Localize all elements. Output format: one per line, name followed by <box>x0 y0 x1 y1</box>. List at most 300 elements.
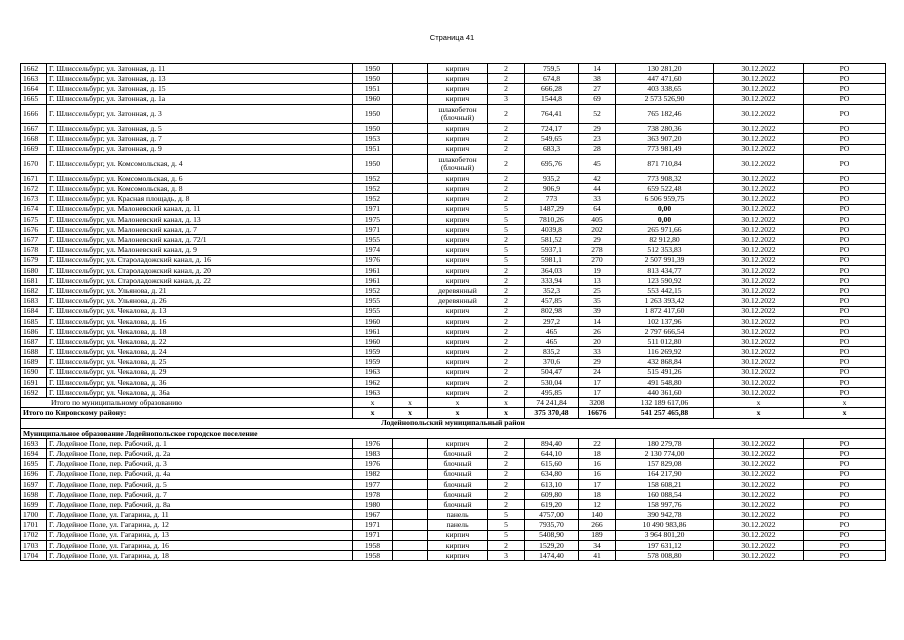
method-cell: РО <box>804 551 886 561</box>
wall-material-cell: кирпич <box>428 438 488 448</box>
year-built-cell: 1950 <box>353 154 393 173</box>
cost-cell: 773 908,32 <box>616 174 714 184</box>
total-cell: х <box>428 398 488 408</box>
cost-cell: 157 829,08 <box>616 459 714 469</box>
residents-cell: 16 <box>579 459 616 469</box>
area-cell: 906,9 <box>525 184 579 194</box>
year-reconstructed-cell <box>393 204 428 214</box>
row-number-cell: 1670 <box>21 154 47 173</box>
deadline-cell: 30.12.2022 <box>714 245 804 255</box>
cost-cell: 180 279,78 <box>616 438 714 448</box>
area-cell: 4039,8 <box>525 225 579 235</box>
floors-cell: 2 <box>488 286 525 296</box>
address-cell: Г. Шлиссельбург, ул. Староладожский канал, д. 16 <box>47 255 353 265</box>
residents-cell: 33 <box>579 194 616 204</box>
method-cell: РО <box>804 367 886 377</box>
year-built-cell: 1951 <box>353 144 393 154</box>
total-cell: х <box>488 398 525 408</box>
cost-cell: 158 608,21 <box>616 479 714 489</box>
year-built-cell: 1971 <box>353 530 393 540</box>
floors-cell: 2 <box>488 84 525 94</box>
year-reconstructed-cell <box>393 84 428 94</box>
wall-material-cell: деревянный <box>428 286 488 296</box>
row-number-cell: 1671 <box>21 174 47 184</box>
residents-cell: 29 <box>579 357 616 367</box>
total-cell: х <box>393 398 428 408</box>
year-built-cell: 1974 <box>353 245 393 255</box>
total-cell: х <box>428 408 488 418</box>
table-row <box>21 94 886 104</box>
district-total-label: Итого по Кировскому району: <box>21 408 353 418</box>
method-cell: РО <box>804 184 886 194</box>
year-built-cell: 1960 <box>353 337 393 347</box>
cost-cell: 363 907,20 <box>616 134 714 144</box>
wall-material-cell: кирпич <box>428 367 488 377</box>
floors-cell: 2 <box>488 326 525 336</box>
residents-cell: 17 <box>579 479 616 489</box>
year-reconstructed-cell <box>393 479 428 489</box>
row-number-cell: 1674 <box>21 204 47 214</box>
table-row <box>21 459 886 469</box>
area-cell: 581,52 <box>525 235 579 245</box>
deadline-cell: 30.12.2022 <box>714 124 804 134</box>
residents-cell: 16 <box>579 469 616 479</box>
row-number-cell: 1695 <box>21 459 47 469</box>
floors-cell: 5 <box>488 204 525 214</box>
table-row <box>21 255 886 265</box>
wall-material-cell: панель <box>428 520 488 530</box>
floors-cell: 5 <box>488 255 525 265</box>
year-reconstructed-cell <box>393 530 428 540</box>
address-cell: Г. Лодейное Поле, пер. Рабочий, д. 1 <box>47 438 353 448</box>
year-reconstructed-cell <box>393 265 428 275</box>
area-cell: 759,5 <box>525 64 579 74</box>
row-number-cell: 1667 <box>21 124 47 134</box>
address-cell: Г. Шлиссельбург, ул. Малоневский канал, д. 7 <box>47 225 353 235</box>
row-number-cell: 1672 <box>21 184 47 194</box>
deadline-cell: 30.12.2022 <box>714 184 804 194</box>
year-reconstructed-cell <box>393 64 428 74</box>
residents-cell: 64 <box>579 204 616 214</box>
year-reconstructed-cell <box>393 520 428 530</box>
address-cell: Г. Шлиссельбург, ул. Чекалова, д. 24 <box>47 347 353 357</box>
address-cell: Г. Шлиссельбург, ул. Комсомольская, д. 4 <box>47 154 353 173</box>
address-cell: Г. Шлиссельбург, ул. Чекалова, д. 13 <box>47 306 353 316</box>
address-cell: Г. Шлиссельбург, ул. Ульянова, д. 21 <box>47 286 353 296</box>
year-reconstructed-cell <box>393 275 428 285</box>
residents-cell: 39 <box>579 306 616 316</box>
year-reconstructed-cell <box>393 154 428 173</box>
cost-cell: 3 964 801,20 <box>616 530 714 540</box>
table-row <box>21 530 886 540</box>
deadline-cell: 30.12.2022 <box>714 489 804 499</box>
deadline-cell: 30.12.2022 <box>714 337 804 347</box>
area-cell: 5937,1 <box>525 245 579 255</box>
cost-cell: 447 471,60 <box>616 74 714 84</box>
year-built-cell: 1961 <box>353 265 393 275</box>
table-row <box>21 265 886 275</box>
floors-cell: 2 <box>488 134 525 144</box>
deadline-cell: 30.12.2022 <box>714 94 804 104</box>
method-cell: РО <box>804 255 886 265</box>
residents-cell: 29 <box>579 124 616 134</box>
area-cell: 802,98 <box>525 306 579 316</box>
address-cell: Г. Шлиссельбург, ул. Малоневский канал, д. 13 <box>47 214 353 224</box>
cost-cell: 6 506 959,75 <box>616 194 714 204</box>
year-built-cell: 1962 <box>353 377 393 387</box>
address-cell: Г. Шлиссельбург, ул. Староладожский канал, д. 22 <box>47 275 353 285</box>
wall-material-cell: кирпич <box>428 255 488 265</box>
address-cell: Г. Шлиссельбург, ул. Затонная, д. 7 <box>47 134 353 144</box>
floors-cell: 2 <box>488 124 525 134</box>
year-built-cell: 1975 <box>353 214 393 224</box>
year-built-cell: 1951 <box>353 84 393 94</box>
method-cell: РО <box>804 479 886 489</box>
address-cell: Г. Шлиссельбург, ул. Ульянова, д. 26 <box>47 296 353 306</box>
year-reconstructed-cell <box>393 104 428 123</box>
deadline-cell: 30.12.2022 <box>714 449 804 459</box>
address-cell: Г. Шлиссельбург, ул. Затонная, д. 5 <box>47 124 353 134</box>
deadline-cell: 30.12.2022 <box>714 204 804 214</box>
table-row <box>21 296 886 306</box>
deadline-cell: 30.12.2022 <box>714 286 804 296</box>
floors-cell: 2 <box>488 296 525 306</box>
address-cell: Г. Шлиссельбург, ул. Чекалова, д. 36а <box>47 388 353 398</box>
residents-cell: 23 <box>579 134 616 144</box>
area-cell: 5408,90 <box>525 530 579 540</box>
deadline-cell: 30.12.2022 <box>714 326 804 336</box>
area-cell: 495,85 <box>525 388 579 398</box>
floors-cell: 2 <box>488 500 525 510</box>
municipal-total-label: Итого по муниципальному образованию <box>21 398 353 408</box>
method-cell: РО <box>804 124 886 134</box>
area-cell: 7810,26 <box>525 214 579 224</box>
table-row <box>21 306 886 316</box>
wall-material-cell: кирпич <box>428 357 488 367</box>
deadline-cell: 30.12.2022 <box>714 194 804 204</box>
address-cell: Г. Лодейное Поле, ул. Гагарина, д. 16 <box>47 540 353 550</box>
deadline-cell: 30.12.2022 <box>714 275 804 285</box>
area-cell: 1474,40 <box>525 551 579 561</box>
method-cell: РО <box>804 306 886 316</box>
year-reconstructed-cell <box>393 377 428 387</box>
table-row <box>21 194 886 204</box>
floors-cell: 2 <box>488 144 525 154</box>
row-number-cell: 1665 <box>21 94 47 104</box>
year-reconstructed-cell <box>393 388 428 398</box>
row-number-cell: 1666 <box>21 104 47 123</box>
method-cell: РО <box>804 84 886 94</box>
row-number-cell: 1697 <box>21 479 47 489</box>
area-cell: 615,60 <box>525 459 579 469</box>
address-cell: Г. Шлиссельбург, ул. Затонная, д. 15 <box>47 84 353 94</box>
table-row <box>21 479 886 489</box>
year-reconstructed-cell <box>393 540 428 550</box>
row-number-cell: 1703 <box>21 540 47 550</box>
total-cell: 3208 <box>579 398 616 408</box>
address-cell: Г. Шлиссельбург, ул. Чекалова, д. 16 <box>47 316 353 326</box>
table-body-lodeynopolsky <box>21 438 886 560</box>
address-cell: Г. Шлиссельбург, ул. Комсомольская, д. 6 <box>47 174 353 184</box>
wall-material-cell: блочный <box>428 449 488 459</box>
year-reconstructed-cell <box>393 337 428 347</box>
cost-cell: 2 797 666,54 <box>616 326 714 336</box>
year-built-cell: 1978 <box>353 489 393 499</box>
method-cell: РО <box>804 337 886 347</box>
wall-material-cell: кирпич <box>428 204 488 214</box>
district-total-row <box>21 408 886 418</box>
floors-cell: 2 <box>488 306 525 316</box>
year-built-cell: 1958 <box>353 540 393 550</box>
table-row <box>21 469 886 479</box>
address-cell: Г. Шлиссельбург, ул. Староладожский канал, д. 20 <box>47 265 353 275</box>
table-row <box>21 134 886 144</box>
method-cell: РО <box>804 225 886 235</box>
year-built-cell: 1952 <box>353 286 393 296</box>
table-row <box>21 316 886 326</box>
year-reconstructed-cell <box>393 124 428 134</box>
total-cell: х <box>353 398 393 408</box>
method-cell: РО <box>804 134 886 144</box>
cost-cell: 390 942,78 <box>616 510 714 520</box>
area-cell: 7935,70 <box>525 520 579 530</box>
year-reconstructed-cell <box>393 144 428 154</box>
deadline-cell: 30.12.2022 <box>714 84 804 94</box>
row-number-cell: 1678 <box>21 245 47 255</box>
address-cell: Г. Шлиссельбург, ул. Малоневский канал, д. 9 <box>47 245 353 255</box>
residents-cell: 29 <box>579 235 616 245</box>
residents-cell: 140 <box>579 510 616 520</box>
cost-cell: 659 522,48 <box>616 184 714 194</box>
wall-material-cell: кирпич <box>428 134 488 144</box>
row-number-cell: 1688 <box>21 347 47 357</box>
deadline-cell: 30.12.2022 <box>714 174 804 184</box>
total-cell: х <box>714 398 804 408</box>
address-cell: Г. Шлиссельбург, ул. Чекалова, д. 22 <box>47 337 353 347</box>
residents-cell: 19 <box>579 265 616 275</box>
year-built-cell: 1983 <box>353 449 393 459</box>
floors-cell: 2 <box>488 347 525 357</box>
total-cell: х <box>804 408 886 418</box>
area-cell: 619,20 <box>525 500 579 510</box>
floors-cell: 2 <box>488 479 525 489</box>
wall-material-cell: блочный <box>428 489 488 499</box>
method-cell: РО <box>804 174 886 184</box>
residents-cell: 44 <box>579 184 616 194</box>
address-cell: Г. Лодейное Поле, пер. Рабочий, д. 2а <box>47 449 353 459</box>
area-cell: 364,03 <box>525 265 579 275</box>
method-cell: РО <box>804 144 886 154</box>
residents-cell: 18 <box>579 489 616 499</box>
year-built-cell: 1955 <box>353 235 393 245</box>
table-row <box>21 184 886 194</box>
area-cell: 5981,1 <box>525 255 579 265</box>
floors-cell: 5 <box>488 520 525 530</box>
method-cell: РО <box>804 347 886 357</box>
method-cell: РО <box>804 154 886 173</box>
row-number-cell: 1676 <box>21 225 47 235</box>
cost-cell: 403 338,65 <box>616 84 714 94</box>
wall-material-cell: кирпич <box>428 64 488 74</box>
wall-material-cell: кирпич <box>428 326 488 336</box>
residents-cell: 69 <box>579 94 616 104</box>
cost-cell: 123 590,92 <box>616 275 714 285</box>
total-cell: 132 189 617,06 <box>616 398 714 408</box>
residents-cell: 12 <box>579 500 616 510</box>
address-cell: Г. Шлиссельбург, ул. Малоневский канал, д. 72/1 <box>47 235 353 245</box>
year-reconstructed-cell <box>393 500 428 510</box>
residents-cell: 14 <box>579 316 616 326</box>
row-number-cell: 1693 <box>21 438 47 448</box>
year-reconstructed-cell <box>393 245 428 255</box>
table-row <box>21 377 886 387</box>
year-reconstructed-cell <box>393 357 428 367</box>
method-cell: РО <box>804 510 886 520</box>
year-built-cell: 1960 <box>353 316 393 326</box>
row-number-cell: 1691 <box>21 377 47 387</box>
cost-cell: 491 548,80 <box>616 377 714 387</box>
area-cell: 644,10 <box>525 449 579 459</box>
year-reconstructed-cell <box>393 235 428 245</box>
deadline-cell: 30.12.2022 <box>714 479 804 489</box>
row-number-cell: 1669 <box>21 144 47 154</box>
year-built-cell: 1958 <box>353 551 393 561</box>
year-built-cell: 1976 <box>353 459 393 469</box>
row-number-cell: 1664 <box>21 84 47 94</box>
wall-material-cell: кирпич <box>428 194 488 204</box>
area-cell: 465 <box>525 326 579 336</box>
method-cell: РО <box>804 377 886 387</box>
total-cell: х <box>714 408 804 418</box>
municipal-total-row <box>21 398 886 408</box>
area-cell: 352,3 <box>525 286 579 296</box>
cost-cell: 871 710,84 <box>616 154 714 173</box>
year-reconstructed-cell <box>393 438 428 448</box>
address-cell: Г. Лодейное Поле, пер. Рабочий, д. 3 <box>47 459 353 469</box>
table-row <box>21 520 886 530</box>
wall-material-cell: блочный <box>428 459 488 469</box>
row-number-cell: 1700 <box>21 510 47 520</box>
method-cell: РО <box>804 388 886 398</box>
year-built-cell: 1953 <box>353 134 393 144</box>
table-row <box>21 347 886 357</box>
residents-cell: 18 <box>579 449 616 459</box>
year-reconstructed-cell <box>393 296 428 306</box>
cost-cell: 738 280,36 <box>616 124 714 134</box>
residents-cell: 266 <box>579 520 616 530</box>
row-number-cell: 1685 <box>21 316 47 326</box>
cost-cell: 158 997,76 <box>616 500 714 510</box>
deadline-cell: 30.12.2022 <box>714 74 804 84</box>
method-cell: РО <box>804 438 886 448</box>
cost-cell: 578 008,80 <box>616 551 714 561</box>
wall-material-cell: кирпич <box>428 337 488 347</box>
address-cell: Г. Шлиссельбург, ул. Красная площадь, д. 8 <box>47 194 353 204</box>
row-number-cell: 1681 <box>21 275 47 285</box>
deadline-cell: 30.12.2022 <box>714 347 804 357</box>
address-cell: Г. Шлиссельбург, ул. Чекалова, д. 29 <box>47 367 353 377</box>
year-built-cell: 1971 <box>353 520 393 530</box>
address-cell: Г. Лодейное Поле, пер. Рабочий, д. 5 <box>47 479 353 489</box>
year-built-cell: 1977 <box>353 479 393 489</box>
residents-cell: 270 <box>579 255 616 265</box>
method-cell: РО <box>804 265 886 275</box>
year-reconstructed-cell <box>393 286 428 296</box>
year-reconstructed-cell <box>393 94 428 104</box>
floors-cell: 2 <box>488 265 525 275</box>
residents-cell: 17 <box>579 388 616 398</box>
cost-cell: 0,00 <box>616 214 714 224</box>
row-number-cell: 1680 <box>21 265 47 275</box>
table-row <box>21 64 886 74</box>
wall-material-cell: кирпич <box>428 84 488 94</box>
wall-material-cell: кирпич <box>428 94 488 104</box>
year-built-cell: 1955 <box>353 306 393 316</box>
residents-cell: 38 <box>579 74 616 84</box>
page-number-label: Страница 41 <box>429 33 475 42</box>
wall-material-cell: блочный <box>428 479 488 489</box>
row-number-cell: 1683 <box>21 296 47 306</box>
deadline-cell: 30.12.2022 <box>714 154 804 173</box>
cost-cell: 553 442,15 <box>616 286 714 296</box>
year-reconstructed-cell <box>393 551 428 561</box>
deadline-cell: 30.12.2022 <box>714 64 804 74</box>
method-cell: РО <box>804 520 886 530</box>
table-body-kirovsky <box>21 64 886 398</box>
year-reconstructed-cell <box>393 184 428 194</box>
method-cell: РО <box>804 275 886 285</box>
wall-material-cell: кирпич <box>428 388 488 398</box>
area-cell: 894,40 <box>525 438 579 448</box>
method-cell: РО <box>804 316 886 326</box>
residents-cell: 28 <box>579 144 616 154</box>
method-cell: РО <box>804 530 886 540</box>
total-cell: х <box>488 408 525 418</box>
floors-cell: 2 <box>488 275 525 285</box>
address-cell: Г. Лодейное Поле, пер. Рабочий, д. 4а <box>47 469 353 479</box>
year-built-cell: 1967 <box>353 510 393 520</box>
area-cell: 530,04 <box>525 377 579 387</box>
subsection-title: Муниципальное образование Лодейнопольское городское поселение <box>21 428 886 438</box>
year-built-cell: 1976 <box>353 438 393 448</box>
residents-cell: 24 <box>579 367 616 377</box>
year-reconstructed-cell <box>393 326 428 336</box>
floors-cell: 2 <box>488 367 525 377</box>
row-number-cell: 1663 <box>21 74 47 84</box>
cost-cell: 773 981,49 <box>616 144 714 154</box>
method-cell: РО <box>804 469 886 479</box>
area-cell: 370,6 <box>525 357 579 367</box>
floors-cell: 3 <box>488 551 525 561</box>
wall-material-cell: кирпич <box>428 306 488 316</box>
residents-cell: 35 <box>579 296 616 306</box>
cost-cell: 0,00 <box>616 204 714 214</box>
year-built-cell: 1950 <box>353 74 393 84</box>
deadline-cell: 30.12.2022 <box>714 296 804 306</box>
address-cell: Г. Лодейное Поле, ул. Гагарина, д. 13 <box>47 530 353 540</box>
residents-cell: 202 <box>579 225 616 235</box>
floors-cell: 2 <box>488 489 525 499</box>
cost-cell: 1 872 417,60 <box>616 306 714 316</box>
address-cell: Г. Шлиссельбург, ул. Чекалова, д. 18 <box>47 326 353 336</box>
cost-cell: 2 507 991,39 <box>616 255 714 265</box>
table-row <box>21 214 886 224</box>
address-cell: Г. Лодейное Поле, ул. Гагарина, д. 11 <box>47 510 353 520</box>
residents-cell: 33 <box>579 347 616 357</box>
row-number-cell: 1687 <box>21 337 47 347</box>
method-cell: РО <box>804 459 886 469</box>
area-cell: 695,76 <box>525 154 579 173</box>
